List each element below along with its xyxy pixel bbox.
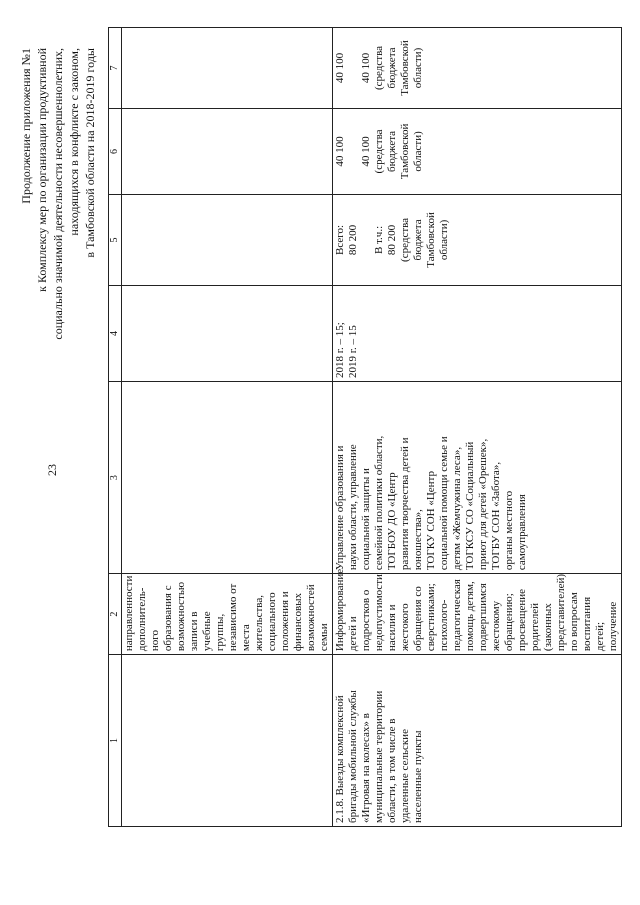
measures-table xyxy=(108,27,622,827)
table-cell: направленности дополнитель-ного образования с возможностью записи в учебные группы, независимо от места жительства, социального положения и финансовых возможностей семьи xyxy=(122,574,333,655)
page-number: 23 xyxy=(45,464,59,476)
column-header: 4 xyxy=(109,285,122,381)
header-line: к Комплексу мер по организации продуктивной xyxy=(35,48,49,292)
table-cell xyxy=(122,28,333,109)
header-line: Продолжение приложения №1 xyxy=(19,48,33,204)
column-header: 3 xyxy=(109,382,122,574)
measure-content-cell: Информирование детей и подростков о недопустимости насилия и жестокого обращения со сверстниками; психолого- педагогическая помощь детям, подвергшимся жестокому обращению; просвещение родителей (законных представителей) по вопросам воспитания детей; получение xyxy=(333,574,622,655)
responsible-executors-cell: Управление образования и науки области, управление социальной защиты и семейной политики области, ТОГБОУ ДО «Центр развития творчества детей и юношества», ТОГКУ СОН «Центр социальной помощи семье и детям «Жемчужина леса», ТОГКСУ СО «Социальный приют для детей «Орешек», ТОГБУ СОН «Забота», органы местного самоуправления xyxy=(333,382,622,574)
header-line: в Тамбовской области на 2018-2019 годы xyxy=(83,48,97,258)
column-header: 2 xyxy=(109,574,122,655)
column-header: 1 xyxy=(109,655,122,827)
table-cell xyxy=(122,108,333,194)
period-cell: 2018 г. – 15; 2019 г. – 15 xyxy=(333,285,622,381)
table-cell xyxy=(122,382,333,574)
table-cell xyxy=(122,194,333,285)
total-funding-cell: Всего: 80 200 В т.ч.: 80 200 (средства бюджета Тамбовской области) xyxy=(333,194,622,285)
funding-2018-cell: 40 100 40 100 (средства бюджета Тамбовской области) xyxy=(333,108,622,194)
table-cell xyxy=(122,285,333,381)
table-cell xyxy=(122,655,333,827)
appendix-header xyxy=(18,48,98,448)
table-row xyxy=(333,28,622,827)
column-header: 6 xyxy=(109,108,122,194)
header-line: социально значимой деятельности несовершеннолетних, xyxy=(51,48,65,340)
funding-2019-cell: 40 100 40 100 (средства бюджета Тамбовской области) xyxy=(333,28,622,109)
header-line: находящихся в конфликте с законом, xyxy=(67,48,81,236)
table-row xyxy=(122,28,333,827)
measure-name-cell: 2.1.8. Выезды комплексной бригады мобильной службы «Игровая на колесах» в муниципальные территории области, в том числе в удаленные сельские населенные пункты xyxy=(333,655,622,827)
column-header: 7 xyxy=(109,28,122,109)
column-number-row xyxy=(109,28,122,827)
column-header: 5 xyxy=(109,194,122,285)
